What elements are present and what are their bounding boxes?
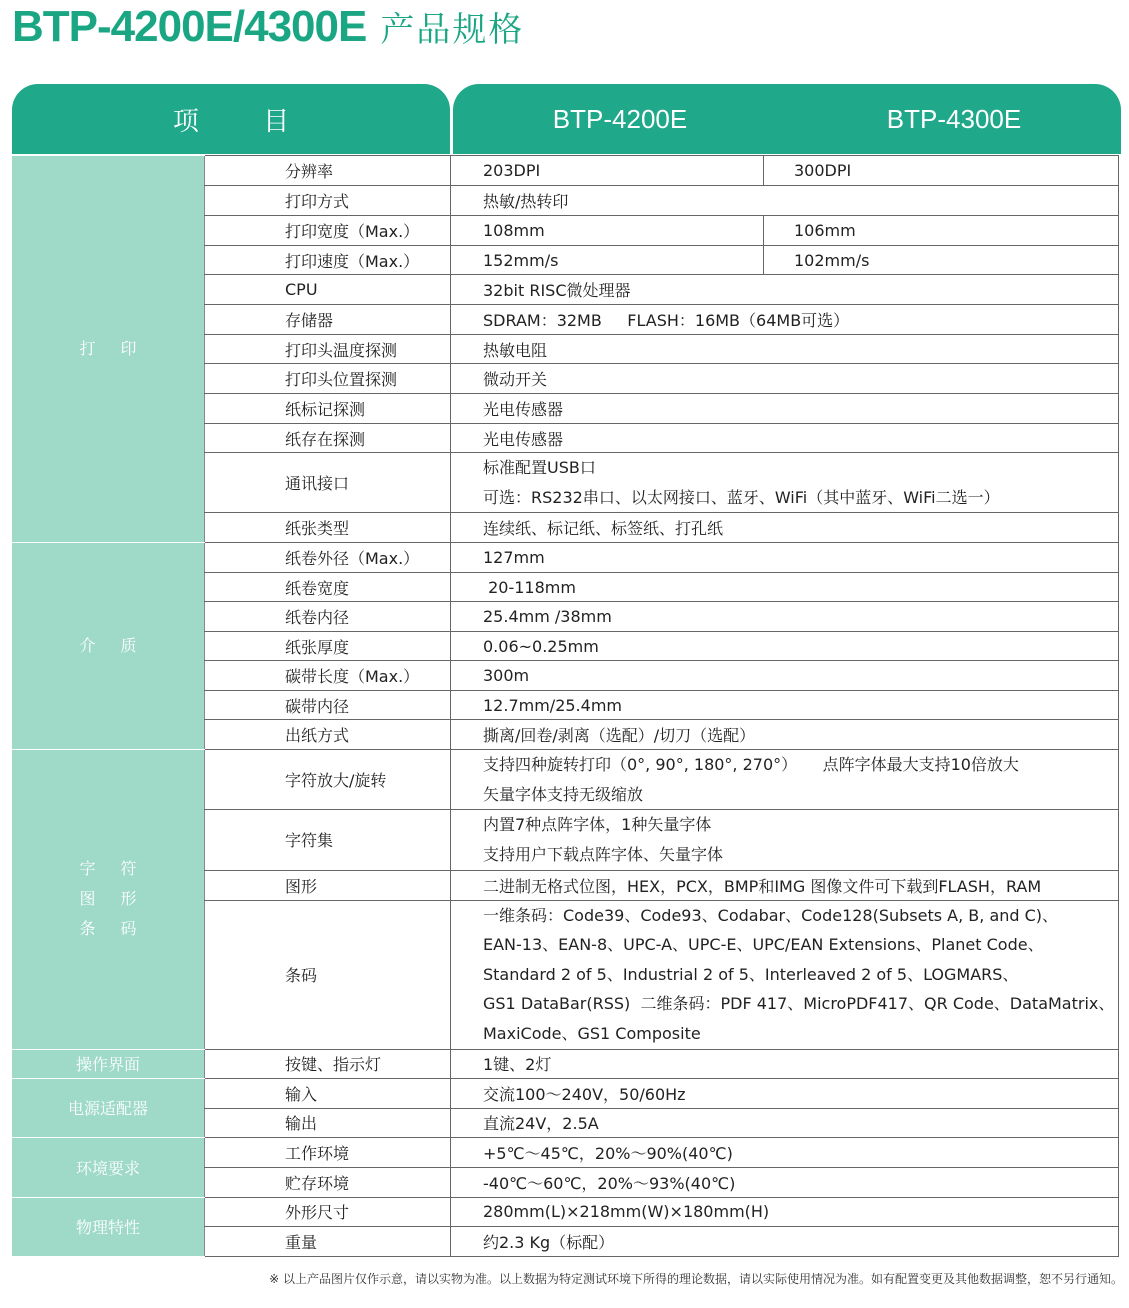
row-value: 0.06~0.25mm xyxy=(451,632,1119,661)
row-value: 光电传感器 xyxy=(451,424,1119,453)
row-value: 12.7mm/25.4mm xyxy=(451,691,1119,720)
row-label: 纸张厚度 xyxy=(205,632,451,661)
row-value: -40℃～60℃，20%～93%(40℃) xyxy=(451,1167,1119,1197)
header-model-b: BTP-4300E xyxy=(886,103,1022,134)
row-value: 支持四种旋转打印（0°, 90°, 180°, 270°） 点阵字体最大支持10倍放大 矢量字体支持无级缩放 xyxy=(451,750,1119,810)
row-value: 300DPI xyxy=(764,156,1119,186)
row-value: 1键、2灯 xyxy=(451,1049,1119,1078)
row-value: 280mm(L)×218mm(W)×180mm(H) xyxy=(451,1197,1119,1226)
page-title xyxy=(12,2,524,54)
row-label: 输入 xyxy=(205,1078,451,1108)
category-media: 介 质 xyxy=(12,543,205,750)
row-value: 约2.3 Kg（标配） xyxy=(451,1226,1119,1256)
row-value: 152mm/s xyxy=(451,246,764,275)
row-label: 贮存环境 xyxy=(205,1167,451,1197)
category-font-graphics-barcode: 字 符 图 形 条 码 xyxy=(12,750,205,1049)
category-power: 电源适配器 xyxy=(12,1078,205,1137)
row-value: 热敏电阻 xyxy=(451,335,1119,364)
row-value: 20-118mm xyxy=(451,573,1119,602)
row-value: 二进制无格式位图，HEX，PCX，BMP和IMG 图像文件可下载到FLASH，RAM xyxy=(451,870,1119,900)
row-label: 打印头位置探测 xyxy=(205,364,451,394)
category-print: 打 印 xyxy=(12,156,205,543)
row-label: 打印头温度探测 xyxy=(205,335,451,364)
row-value: 热敏/热转印 xyxy=(451,186,1119,216)
row-label: CPU xyxy=(205,275,451,305)
category-ui: 操作界面 xyxy=(12,1049,205,1078)
row-label: 纸卷外径（Max.） xyxy=(205,543,451,573)
title-model: BTP-4200E/4300E xyxy=(12,2,367,51)
row-value: 微动开关 xyxy=(451,364,1119,394)
footnote: ※ 以上产品图片仅作示意，请以实物为准。以上数据为特定测试环境下所得的理论数据，请以实际使用情况为准。如有配置变更及其他数据调整，恕不另行通知。 xyxy=(269,1272,1123,1286)
row-value: 108mm xyxy=(451,216,764,246)
row-label: 分辨率 xyxy=(205,156,451,186)
row-value: 撕离/回卷/剥离（选配）/切刀（选配） xyxy=(451,720,1119,750)
row-label: 打印速度（Max.） xyxy=(205,246,451,275)
row-value: 102mm/s xyxy=(764,246,1119,275)
header-models xyxy=(453,84,1121,154)
row-label: 纸张类型 xyxy=(205,513,451,543)
row-value: SDRAM：32MB FLASH：16MB（64MB可选） xyxy=(451,305,1119,335)
row-label: 工作环境 xyxy=(205,1137,451,1167)
row-value: 直流24V，2.5A xyxy=(451,1108,1119,1137)
header-model-a: BTP-4200E xyxy=(552,103,688,134)
row-value: 127mm xyxy=(451,543,1119,573)
header-item: 项 目 xyxy=(12,84,450,154)
row-label: 通讯接口 xyxy=(205,453,451,513)
category-environment: 环境要求 xyxy=(12,1137,205,1197)
row-value: 203DPI xyxy=(451,156,764,186)
row-label: 打印宽度（Max.） xyxy=(205,216,451,246)
row-label: 纸卷内径 xyxy=(205,602,451,632)
row-label: 字符集 xyxy=(205,810,451,870)
row-value: 32bit RISC微处理器 xyxy=(451,275,1119,305)
row-label: 条码 xyxy=(205,900,451,1049)
row-value: 106mm xyxy=(764,216,1119,246)
row-label: 重量 xyxy=(205,1226,451,1256)
row-label: 输出 xyxy=(205,1108,451,1137)
spec-table xyxy=(12,155,1119,1257)
row-label: 外形尺寸 xyxy=(205,1197,451,1226)
title-subtitle: 产品规格 xyxy=(380,10,525,50)
row-value: +5℃～45℃，20%～90%(40℃) xyxy=(451,1137,1119,1167)
row-label: 碳带内径 xyxy=(205,691,451,720)
row-label: 出纸方式 xyxy=(205,720,451,750)
row-value: 光电传感器 xyxy=(451,394,1119,424)
row-label: 碳带长度（Max.） xyxy=(205,661,451,691)
row-label: 存储器 xyxy=(205,305,451,335)
row-label: 纸卷宽度 xyxy=(205,573,451,602)
row-label: 字符放大/旋转 xyxy=(205,750,451,810)
row-value: 300m xyxy=(451,661,1119,691)
row-label: 打印方式 xyxy=(205,186,451,216)
row-label: 纸存在探测 xyxy=(205,424,451,453)
row-value: 连续纸、标记纸、标签纸、打孔纸 xyxy=(451,513,1119,543)
row-label: 图形 xyxy=(205,870,451,900)
row-value: 标准配置USB口 可选：RS232串口、以太网接口、蓝牙、WiFi（其中蓝牙、WiFi二选一） xyxy=(451,453,1119,513)
row-label: 纸标记探测 xyxy=(205,394,451,424)
row-value: 交流100～240V，50/60Hz xyxy=(451,1078,1119,1108)
category-physical: 物理特性 xyxy=(12,1197,205,1256)
row-value: 一维条码：Code39、Code93、Codabar、Code128(Subsets A, B, and C)、 EAN-13、EAN-8、UPC-A、UPC-E、UPC/EAN Extensions、Planet Code、 Standard 2 of 5、Industrial 2 of 5、Interleaved 2 of 5、LOGMARS、 GS1 DataBar(RSS) 二维条码：PDF 417、MicroPDF417、QR Code、DataMatrix、 MaxiCode、GS1 Composite xyxy=(451,900,1119,1049)
row-label: 按键、指示灯 xyxy=(205,1049,451,1078)
row-value: 内置7种点阵字体，1种矢量字体 支持用户下载点阵字体、矢量字体 xyxy=(451,810,1119,870)
row-value: 25.4mm /38mm xyxy=(451,602,1119,632)
